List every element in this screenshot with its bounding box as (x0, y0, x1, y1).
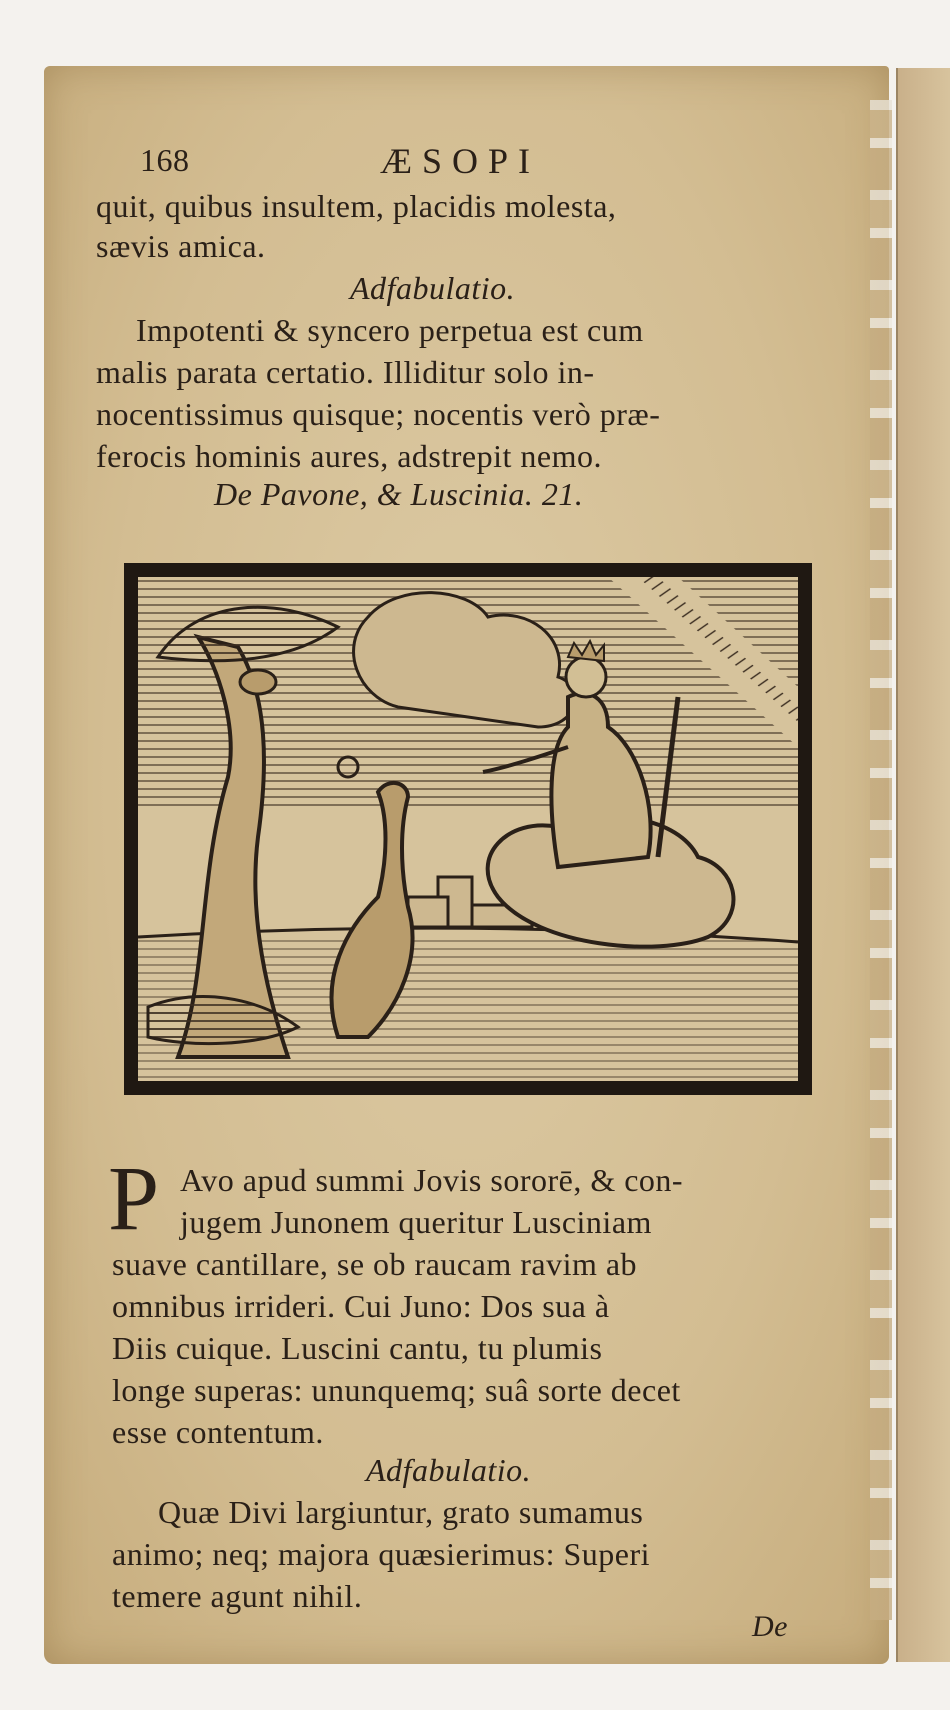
woodcut-scene (138, 577, 798, 1081)
text-line: temere agunt nihil. (112, 1578, 363, 1614)
text-line: sævis amica. (96, 228, 266, 264)
text-line: jugem Junonem queritur Lusciniam (180, 1204, 652, 1240)
woodcut-illustration (124, 563, 812, 1095)
catchword: De (752, 1610, 788, 1643)
text-line: nocentissimus quisque; nocentis verò præ- (96, 396, 661, 432)
text-line: Impotenti & syncero perpetua est cum (136, 312, 644, 348)
drop-cap: P (108, 1147, 160, 1249)
text-line: malis parata certatio. Illiditur solo in- (96, 354, 595, 390)
text-line: longe superas: ununquemq; suâ sorte decet (112, 1372, 681, 1408)
torn-binding-edge (870, 100, 892, 1620)
text-line: Avo apud summi Jovis sororē, & con- (180, 1162, 684, 1198)
text-line: Diis cuique. Luscini cantu, tu plumis (112, 1330, 603, 1366)
text-line: ferocis hominis aures, adstrepit nemo. (96, 438, 602, 474)
text-line: animo; neq; majora quæsierimus: Superi (112, 1536, 651, 1572)
fable-title: De Pavone, & Luscinia. 21. (214, 476, 584, 512)
running-title: ÆSOPI (380, 141, 541, 181)
moral-heading: Adfabulatio. (366, 1452, 532, 1488)
text-line: suave cantillare, se ob raucam ravim ab (112, 1246, 638, 1282)
text-line: quit, quibus insultem, placidis molesta, (96, 188, 617, 224)
moral-heading: Adfabulatio. (350, 270, 516, 306)
juno-head (566, 657, 606, 697)
text-line: omnibus irrideri. Cui Juno: Dos sua à (112, 1288, 610, 1324)
text-line: esse contentum. (112, 1414, 324, 1450)
nightingale (240, 670, 276, 694)
facing-page-edge (896, 68, 950, 1662)
text-line: Quæ Divi largiuntur, grato sumamus (158, 1494, 644, 1530)
page-number: 168 (140, 142, 190, 178)
